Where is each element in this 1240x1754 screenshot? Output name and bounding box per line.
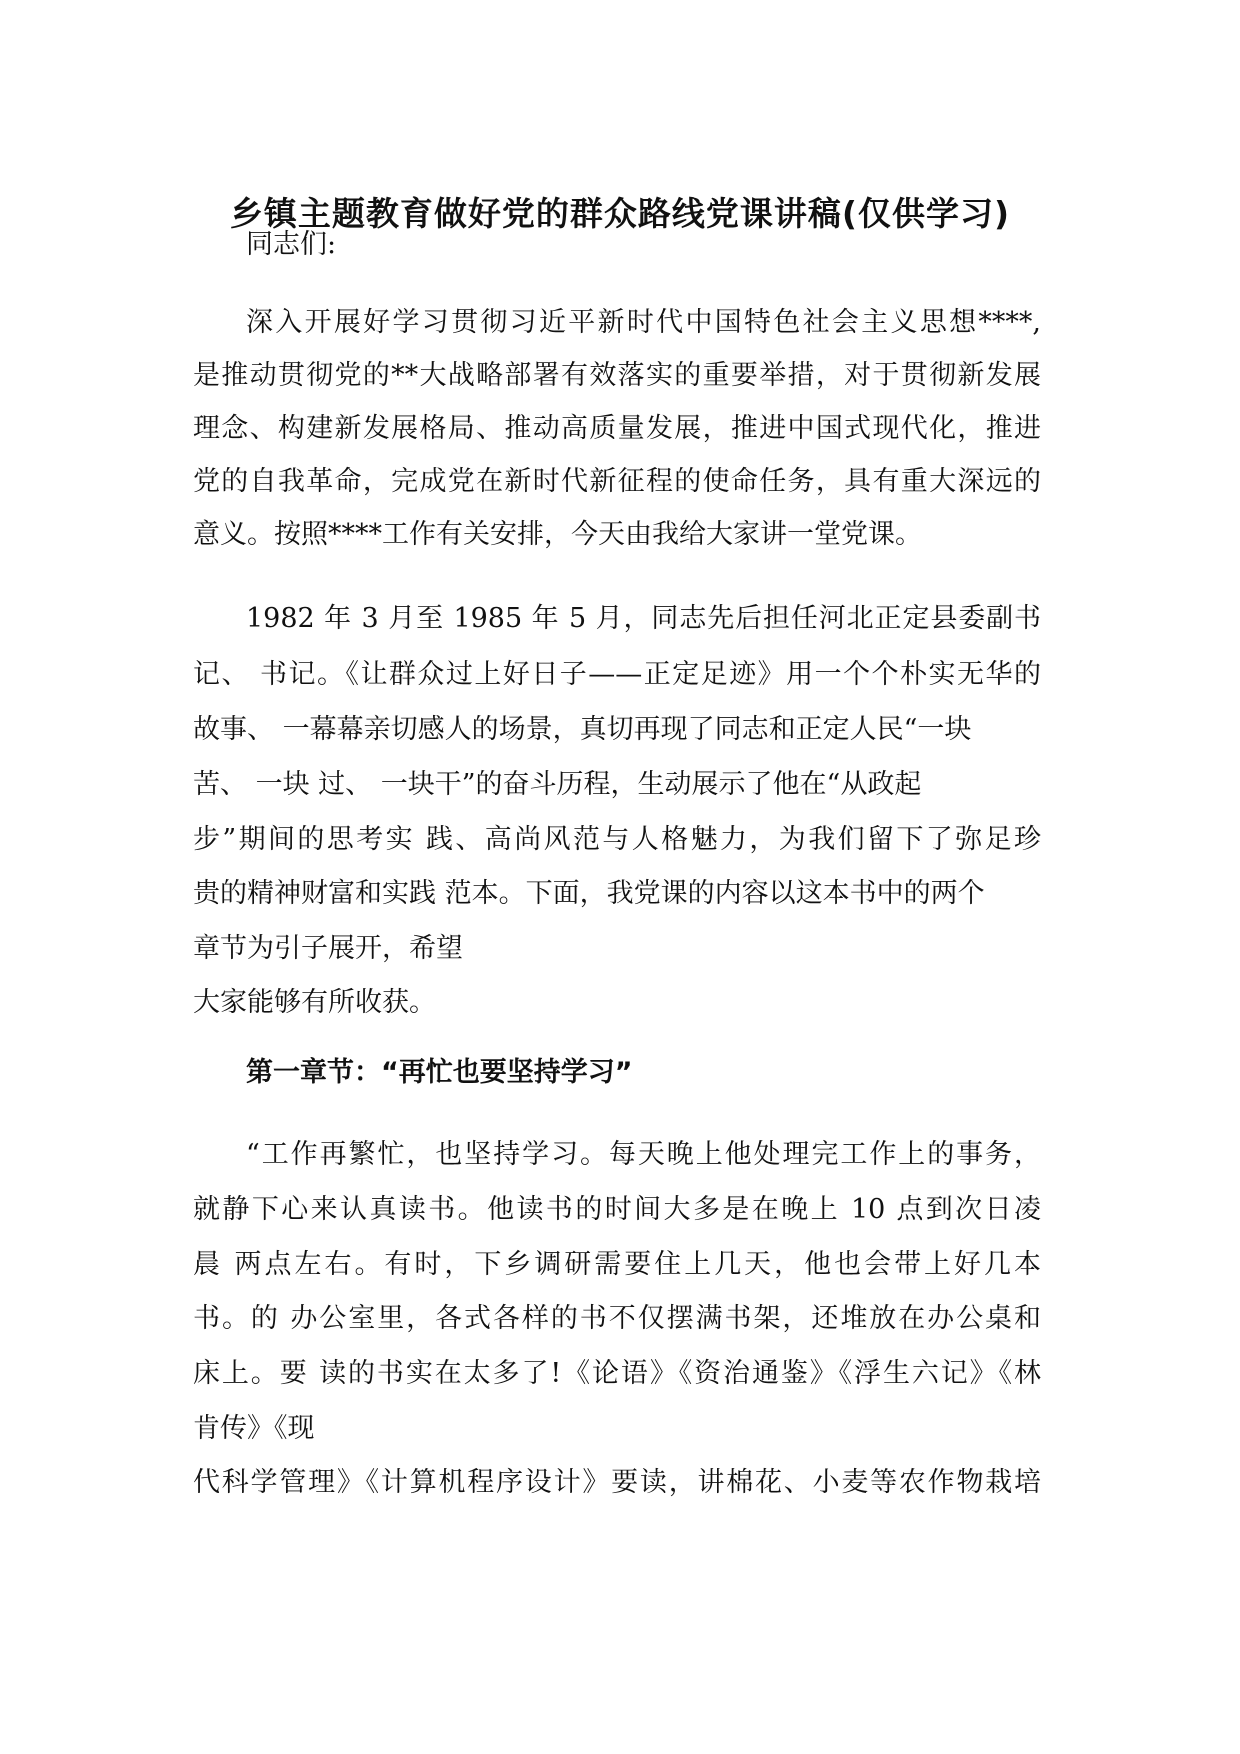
- paragraph-line: 贵的精神财富和实践 范本。下面，我党课的内容以这本书中的两个: [193, 878, 985, 909]
- paragraph-line: 深入开展好学习贯彻习近平新时代中国特色社会主义思想****,: [246, 307, 1041, 338]
- paragraph-line: 床上。要 读的书实在太多了!《论语》《资治通鉴》《浮生六记》《林: [193, 1358, 1041, 1389]
- paragraph-line: 记、 书记。《让群众过上好日子——正定足迹》用一个个朴实无华的: [193, 659, 1041, 690]
- document-title: 乡镇主题教育做好党的群众路线党课讲稿(仅供学习): [229, 194, 1011, 233]
- paragraph-line: 就静下心来认真读书。他读书的时间大多是在晚上 10 点到次日凌: [193, 1194, 1041, 1225]
- paragraph-line: 故事、 一幕幕亲切感人的场景，真切再现了同志和正定人民“一块: [193, 714, 972, 745]
- paragraph-line: 章节为引子展开，希望: [193, 933, 463, 964]
- paragraph-line: 代科学管理》《计算机程序设计》要读，讲棉花、小麦等农作物栽培: [193, 1467, 1041, 1498]
- section-heading: 第一章节：“再忙也要坚持学习”: [246, 1057, 633, 1088]
- salutation: 同志们:: [246, 229, 337, 260]
- paragraph-line: 苦、 一块 过、 一块干”的奋斗历程，生动展示了他在“从政起: [193, 769, 922, 800]
- paragraph-line: 肯传》《现: [193, 1413, 315, 1444]
- paragraph-line: 意义。按照****工作有关安排，今天由我给大家讲一堂党课。: [193, 519, 922, 550]
- paragraph-line: 步”期间的思考实 践、高尚风范与人格魅力，为我们留下了弥足珍: [193, 824, 1041, 855]
- paragraph-line: 是推动贯彻党的**大战略部署有效落实的重要举措，对于贯彻新发展: [193, 360, 1041, 391]
- paragraph-line: 理念、构建新发展格局、推动高质量发展，推进中国式现代化，推进: [193, 413, 1041, 444]
- paragraph-line: 党的自我革命，完成党在新时代新征程的使命任务，具有重大深远的: [193, 466, 1041, 497]
- paragraph-line: 书。的 办公室里，各式各样的书不仅摆满书架，还堆放在办公桌和: [193, 1303, 1041, 1334]
- paragraph-line: “工作再繁忙，也坚持学习。每天晚上他处理完工作上的事务，: [246, 1139, 1041, 1170]
- paragraph-line: 1982 年 3 月至 1985 年 5 月，同志先后担任河北正定县委副书: [246, 603, 1041, 634]
- paragraph-line: 晨 两点左右。有时，下乡调研需要住上几天，他也会带上好几本: [193, 1249, 1041, 1280]
- paragraph-line: 大家能够有所收获。: [193, 987, 436, 1018]
